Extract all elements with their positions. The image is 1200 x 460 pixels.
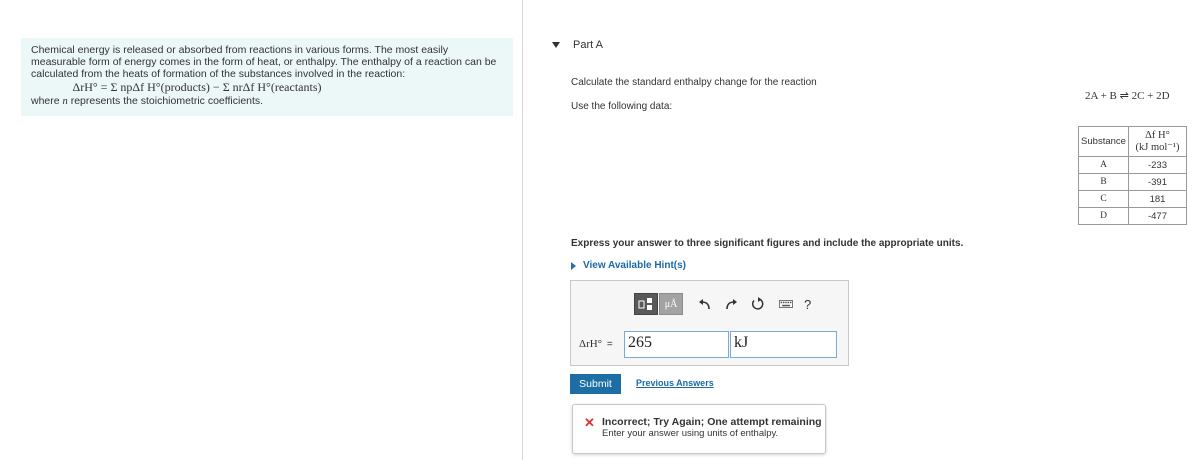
units-button[interactable]: μÅ xyxy=(659,293,683,315)
value-input[interactable]: 265 xyxy=(624,331,729,358)
view-hints-toggle[interactable] xyxy=(571,260,686,271)
enthalpy-cell: -391 xyxy=(1129,174,1187,191)
substance-cell: B xyxy=(1079,174,1129,191)
reaction-equation: 2A + B ⇌ 2C + 2D xyxy=(1085,90,1170,102)
feedback-message: Enter your answer using units of enthalpy. xyxy=(602,428,779,439)
part-title: Part A xyxy=(573,39,603,51)
substance-cell: C xyxy=(1079,191,1129,208)
answer-entry-box xyxy=(570,280,849,366)
table-row xyxy=(1079,157,1187,174)
introduction-box xyxy=(21,38,513,116)
equation-toolbar xyxy=(634,293,811,315)
enthalpy-data-table xyxy=(1078,126,1187,225)
table-row xyxy=(1079,208,1187,225)
unit-input[interactable]: kJ xyxy=(730,331,837,358)
substance-cell: A xyxy=(1079,157,1129,174)
answer-label xyxy=(579,338,613,350)
enthalpy-cell: 181 xyxy=(1129,191,1187,208)
where-prefix: where xyxy=(31,95,60,107)
templates-button[interactable] xyxy=(634,293,658,315)
left-pane xyxy=(0,0,523,460)
table-header-row xyxy=(1079,127,1187,157)
help-button[interactable]: ? xyxy=(804,296,812,312)
keyboard-icon[interactable] xyxy=(779,295,793,313)
part-a-header[interactable] xyxy=(552,39,603,51)
delta-r-h-label: ΔrH° xyxy=(579,338,603,350)
header-enthalpy xyxy=(1129,127,1187,157)
expand-triangle-icon[interactable] xyxy=(571,262,576,270)
use-data-text: Use the following data: xyxy=(571,101,673,112)
templates-icon xyxy=(638,297,654,311)
redo-icon[interactable] xyxy=(724,295,738,313)
intro-text: Chemical energy is released or absorbed from reactions in various forms. The most easily measurable form of energy comes in the form of heat, or enthalpy. The enthalpy of a reaction can be calculated from the heats of formation of the substances involved in the reaction: xyxy=(31,44,497,80)
feedback-title: Incorrect; Try Again; One attempt remaining xyxy=(602,416,822,428)
collapse-triangle-icon[interactable] xyxy=(552,42,560,48)
enthalpy-cell: -233 xyxy=(1129,157,1187,174)
error-x-icon: ✕ xyxy=(584,415,595,430)
table-row xyxy=(1079,191,1187,208)
where-variable: n xyxy=(62,96,68,107)
reset-icon[interactable] xyxy=(751,295,765,313)
where-suffix: represents the stoichiometric coefficients. xyxy=(70,95,264,107)
enthalpy-formula: ΔrH° = Σ npΔf H°(products) − Σ nrΔf H°(reactants) xyxy=(72,80,322,94)
view-hints-link[interactable]: View Available Hint(s) xyxy=(583,260,686,271)
feedback-box xyxy=(572,404,826,454)
table-row xyxy=(1079,174,1187,191)
submit-button[interactable]: Submit xyxy=(570,374,621,394)
answer-instructions: Express your answer to three significant figures and include the appropriate units. xyxy=(571,238,964,249)
question-text: Calculate the standard enthalpy change for the reaction xyxy=(571,77,817,88)
equals-sign: = xyxy=(606,339,613,350)
enthalpy-cell: -477 xyxy=(1129,208,1187,225)
previous-answers-link[interactable]: Previous Answers xyxy=(636,378,714,388)
where-note xyxy=(31,95,503,108)
undo-icon[interactable] xyxy=(697,295,711,313)
header-dh-symbol: Δf H° xyxy=(1145,129,1170,141)
header-dh-unit: (kJ mol⁻¹) xyxy=(1135,141,1180,153)
substance-cell: D xyxy=(1079,208,1129,225)
header-substance: Substance xyxy=(1079,127,1129,157)
